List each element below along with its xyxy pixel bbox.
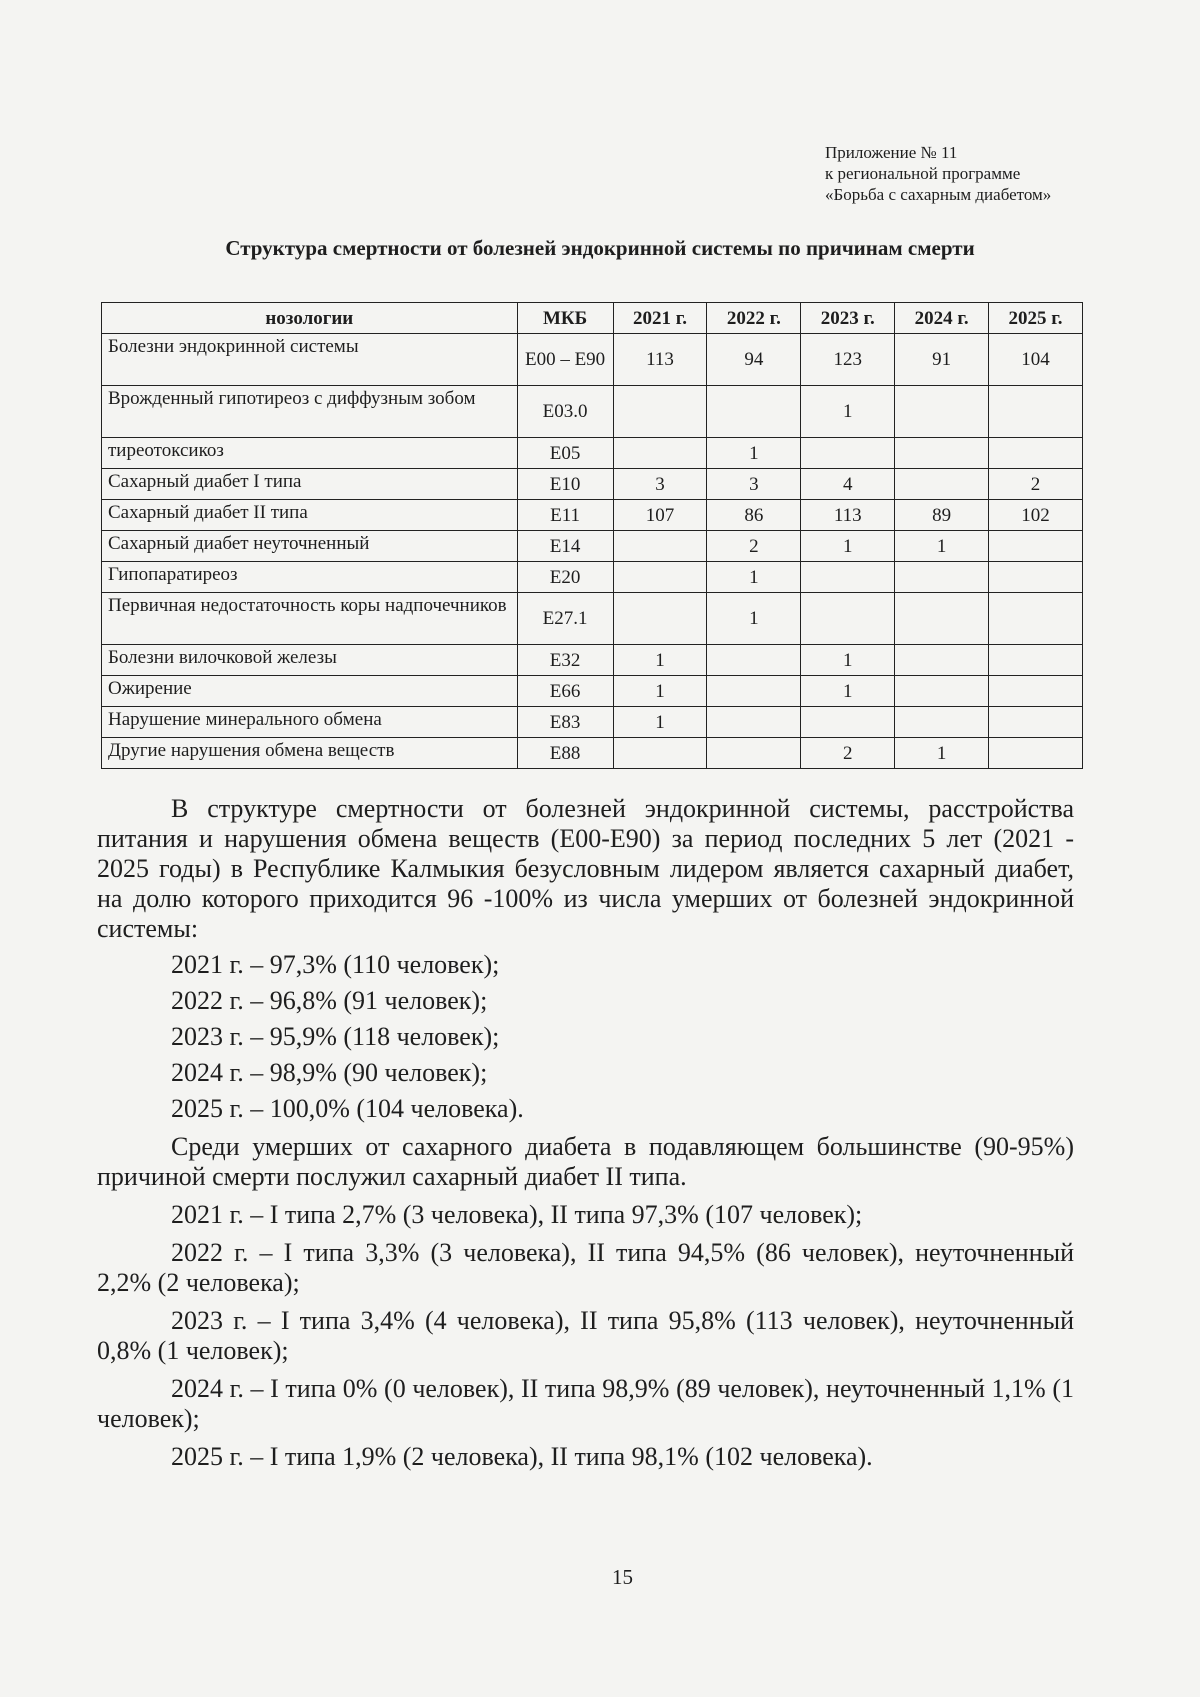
value-cell: 1: [613, 645, 707, 676]
type-item: 2023 г. – I типа 3,4% (4 человека), II типа 95,8% (113 человек), неуточненный 0,8% (1 человек);: [97, 1306, 1074, 1365]
header-year: 2023 г.: [801, 303, 895, 334]
table-title: Структура смертности от болезней эндокринной системы по причинам смерти: [225, 236, 975, 260]
value-cell: [613, 531, 707, 562]
type-item: 2025 г. – I типа 1,9% (2 человека), II типа 98,1% (102 человека).: [171, 1442, 873, 1471]
mortality-table: [101, 302, 1083, 769]
nosology-cell: Болезни эндокринной системы: [102, 334, 518, 386]
table-row: [102, 500, 1083, 531]
value-cell: 1: [895, 531, 989, 562]
header-year: 2025 г.: [989, 303, 1083, 334]
value-cell: 1: [801, 676, 895, 707]
value-cell: [989, 738, 1083, 769]
value-cell: [989, 531, 1083, 562]
value-cell: [895, 469, 989, 500]
value-cell: 123: [801, 334, 895, 386]
header-nosology: нозологии: [102, 303, 518, 334]
nosology-cell: Нарушение минерального обмена: [102, 707, 518, 738]
nosology-cell: Сахарный диабет неуточненный: [102, 531, 518, 562]
header-year: 2024 г.: [895, 303, 989, 334]
icd-code-cell: Е00 – Е90: [517, 334, 613, 386]
value-cell: 89: [895, 500, 989, 531]
icd-code-cell: Е83: [517, 707, 613, 738]
value-cell: [613, 386, 707, 438]
nosology-cell: Сахарный диабет II типа: [102, 500, 518, 531]
table-row: [102, 738, 1083, 769]
body-text: [97, 794, 1074, 1472]
nosology-cell: Другие нарушения обмена веществ: [102, 738, 518, 769]
icd-code-cell: Е32: [517, 645, 613, 676]
value-cell: 1: [801, 386, 895, 438]
icd-code-cell: Е03.0: [517, 386, 613, 438]
appendix-line: Приложение № 11: [825, 143, 958, 162]
header-year: 2021 г.: [613, 303, 707, 334]
icd-code-cell: Е27.1: [517, 593, 613, 645]
value-cell: [707, 645, 801, 676]
value-cell: [613, 438, 707, 469]
value-cell: [895, 438, 989, 469]
table-row: [102, 531, 1083, 562]
share-item: 2025 г. – 100,0% (104 человека).: [171, 1094, 524, 1123]
value-cell: [989, 676, 1083, 707]
value-cell: [613, 593, 707, 645]
value-cell: [989, 645, 1083, 676]
value-cell: 1: [613, 676, 707, 707]
value-cell: 1: [801, 645, 895, 676]
table-header-row: [102, 303, 1083, 334]
nosology-cell: Ожирение: [102, 676, 518, 707]
value-cell: 1: [895, 738, 989, 769]
value-cell: [989, 386, 1083, 438]
value-cell: 2: [707, 531, 801, 562]
table-row: [102, 676, 1083, 707]
nosology-cell: Врожденный гипотиреоз с диффузным зобом: [102, 386, 518, 438]
value-cell: [895, 676, 989, 707]
table-row: [102, 593, 1083, 645]
value-cell: [613, 562, 707, 593]
value-cell: 1: [613, 707, 707, 738]
table-row: [102, 707, 1083, 738]
value-cell: [989, 707, 1083, 738]
value-cell: 102: [989, 500, 1083, 531]
type-item: 2022 г. – I типа 3,3% (3 человека), II типа 94,5% (86 человек), неуточненный 2,2% (2 человека);: [97, 1238, 1074, 1297]
table-row: [102, 469, 1083, 500]
page-number: 15: [612, 1565, 633, 1589]
value-cell: 2: [801, 738, 895, 769]
icd-code-cell: Е66: [517, 676, 613, 707]
appendix-line: «Борьба с сахарным диабетом»: [825, 185, 1052, 204]
nosology-cell: Первичная недостаточность коры надпочечников: [102, 593, 518, 645]
value-cell: [801, 438, 895, 469]
nosology-cell: Гипопаратиреоз: [102, 562, 518, 593]
value-cell: [707, 676, 801, 707]
value-cell: [707, 738, 801, 769]
icd-code-cell: Е11: [517, 500, 613, 531]
value-cell: 1: [707, 562, 801, 593]
value-cell: 4: [801, 469, 895, 500]
value-cell: 107: [613, 500, 707, 531]
type-item: 2024 г. – I типа 0% (0 человек), II типа 98,9% (89 человек), неуточненный 1,1% (1 человек);: [97, 1374, 1074, 1433]
value-cell: [801, 707, 895, 738]
icd-code-cell: Е88: [517, 738, 613, 769]
nosology-cell: Сахарный диабет I типа: [102, 469, 518, 500]
table-row: [102, 562, 1083, 593]
value-cell: 1: [707, 438, 801, 469]
table-row: [102, 645, 1083, 676]
intro-paragraph: В структуре смертности от болезней эндокринной системы, расстройства питания и нарушения обмена веществ (Е00-Е90) за период последних 5 лет (2021 - 2025 годы) в Республике Калмыкия безусловным лидером является сахарный диабет, на долю которого приходится 96 -100% из числа умерших от болезней эндокринной системы:: [97, 794, 1074, 943]
value-cell: [989, 593, 1083, 645]
value-cell: 94: [707, 334, 801, 386]
type-item: 2021 г. – I типа 2,7% (3 человека), II типа 97,3% (107 человек);: [171, 1200, 863, 1229]
value-cell: [989, 562, 1083, 593]
value-cell: [895, 707, 989, 738]
value-cell: [801, 593, 895, 645]
value-cell: 86: [707, 500, 801, 531]
icd-code-cell: Е14: [517, 531, 613, 562]
icd-code-cell: Е10: [517, 469, 613, 500]
share-item: 2021 г. – 97,3% (110 человек);: [171, 950, 500, 979]
value-cell: 2: [989, 469, 1083, 500]
icd-code-cell: Е05: [517, 438, 613, 469]
value-cell: [895, 562, 989, 593]
value-cell: [895, 645, 989, 676]
nosology-cell: Болезни вилочковой железы: [102, 645, 518, 676]
value-cell: 3: [707, 469, 801, 500]
appendix-line: к региональной программе: [825, 164, 1021, 183]
value-cell: 113: [801, 500, 895, 531]
appendix-note: [825, 142, 1051, 205]
header-icd: МКБ: [517, 303, 613, 334]
value-cell: 3: [613, 469, 707, 500]
nosology-cell: тиреотоксикоз: [102, 438, 518, 469]
table-row: [102, 334, 1083, 386]
value-cell: 91: [895, 334, 989, 386]
second-paragraph: Среди умерших от сахарного диабета в подавляющем большинстве (90-95%) причиной смерти послужил сахарный диабет II типа.: [97, 1132, 1074, 1191]
value-cell: [707, 386, 801, 438]
table-row: [102, 386, 1083, 438]
value-cell: 1: [707, 593, 801, 645]
value-cell: 104: [989, 334, 1083, 386]
value-cell: [613, 738, 707, 769]
value-cell: 1: [801, 531, 895, 562]
share-item: 2024 г. – 98,9% (90 человек);: [171, 1058, 488, 1087]
share-item: 2022 г. – 96,8% (91 человек);: [171, 986, 488, 1015]
share-item: 2023 г. – 95,9% (118 человек);: [171, 1022, 500, 1051]
value-cell: [895, 386, 989, 438]
value-cell: [989, 438, 1083, 469]
value-cell: 113: [613, 334, 707, 386]
icd-code-cell: Е20: [517, 562, 613, 593]
value-cell: [895, 593, 989, 645]
value-cell: [707, 707, 801, 738]
header-year: 2022 г.: [707, 303, 801, 334]
table-row: [102, 438, 1083, 469]
value-cell: [801, 562, 895, 593]
